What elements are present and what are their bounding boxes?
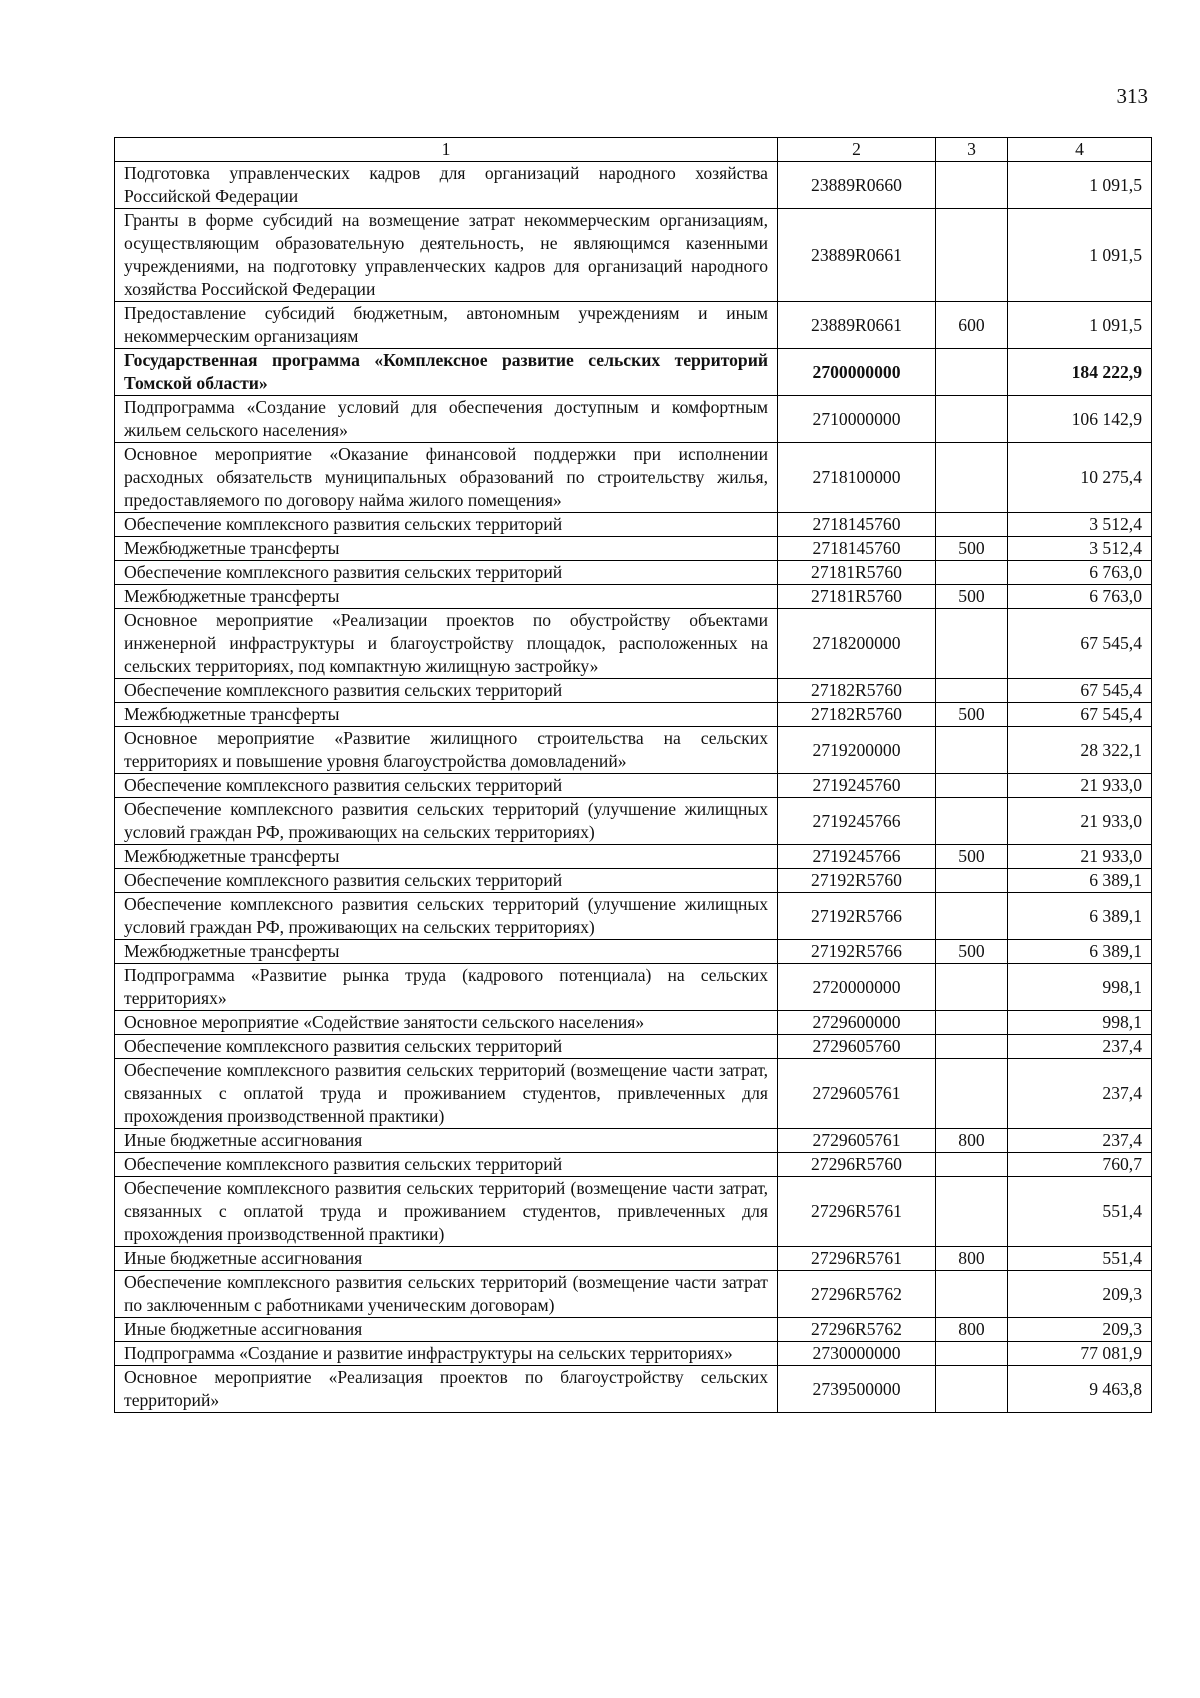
table-row (115, 443, 1152, 513)
table-row (115, 679, 1152, 703)
table-row (115, 1318, 1152, 1342)
row-type-cell (936, 561, 1008, 585)
table-row (115, 703, 1152, 727)
row-type-cell (936, 513, 1008, 537)
row-type-cell (936, 798, 1008, 845)
row-code-cell: 2718145760 (778, 513, 936, 537)
column-header-4: 4 (1008, 138, 1152, 162)
row-type-cell (936, 893, 1008, 940)
row-name-cell: Обеспечение комплексного развития сельских территорий (возмещение части затрат по заключенным с работниками ученическим договорам) (115, 1271, 778, 1318)
row-code-cell: 2729600000 (778, 1011, 936, 1035)
row-amount-cell: 1 091,5 (1008, 209, 1152, 302)
row-name-cell: Межбюджетные трансферты (115, 585, 778, 609)
row-type-cell: 500 (936, 845, 1008, 869)
row-amount-cell: 760,7 (1008, 1153, 1152, 1177)
row-code-cell: 2718200000 (778, 609, 936, 679)
row-amount-cell: 1 091,5 (1008, 302, 1152, 349)
row-amount-cell: 551,4 (1008, 1247, 1152, 1271)
row-code-cell: 27181R5760 (778, 561, 936, 585)
table-row (115, 1129, 1152, 1153)
row-type-cell (936, 162, 1008, 209)
table-row (115, 513, 1152, 537)
row-name-cell: Обеспечение комплексного развития сельских территорий (улучшение жилищных условий граждан РФ, проживающих на сельских территориях) (115, 798, 778, 845)
row-type-cell (936, 1011, 1008, 1035)
row-code-cell: 27181R5760 (778, 585, 936, 609)
row-name-cell: Обеспечение комплексного развития сельских территорий (115, 869, 778, 893)
row-amount-cell: 209,3 (1008, 1318, 1152, 1342)
row-amount-cell: 28 322,1 (1008, 727, 1152, 774)
row-amount-cell: 551,4 (1008, 1177, 1152, 1247)
row-amount-cell: 9 463,8 (1008, 1366, 1152, 1413)
row-code-cell: 2729605760 (778, 1035, 936, 1059)
row-type-cell (936, 1035, 1008, 1059)
row-type-cell (936, 1366, 1008, 1413)
row-type-cell (936, 964, 1008, 1011)
row-amount-cell: 209,3 (1008, 1271, 1152, 1318)
row-name-cell: Подготовка управленческих кадров для организаций народного хозяйства Российской Федерации (115, 162, 778, 209)
row-name-cell: Обеспечение комплексного развития сельских территорий (115, 774, 778, 798)
table-row (115, 1366, 1152, 1413)
table-row (115, 893, 1152, 940)
row-code-cell: 2719245760 (778, 774, 936, 798)
row-name-cell: Обеспечение комплексного развития сельских территорий (возмещение части затрат, связанных с оплатой труда и проживанием студентов, привлеченных для прохождения производственной практики) (115, 1177, 778, 1247)
table-row (115, 349, 1152, 396)
row-name-cell: Обеспечение комплексного развития сельских территорий (115, 561, 778, 585)
table-row (115, 1177, 1152, 1247)
row-code-cell: 27192R5766 (778, 940, 936, 964)
row-code-cell: 27296R5761 (778, 1247, 936, 1271)
row-type-cell (936, 1059, 1008, 1129)
row-code-cell: 2720000000 (778, 964, 936, 1011)
row-name-cell: Иные бюджетные ассигнования (115, 1129, 778, 1153)
row-code-cell: 27296R5761 (778, 1177, 936, 1247)
row-code-cell: 2719245766 (778, 845, 936, 869)
row-name-cell: Гранты в форме субсидий на возмещение затрат некоммерческим организациям, осуществляющим образовательную деятельность, не являющимся казенными учреждениями, на подготовку управленческих кадров для организаций народного хозяйства Российской Федерации (115, 209, 778, 302)
table-row (115, 1342, 1152, 1366)
table-row (115, 1153, 1152, 1177)
row-name-cell: Иные бюджетные ассигнования (115, 1247, 778, 1271)
row-type-cell (936, 1153, 1008, 1177)
table-row (115, 1035, 1152, 1059)
row-name-cell: Межбюджетные трансферты (115, 703, 778, 727)
table-row (115, 727, 1152, 774)
row-name-cell: Основное мероприятие «Реализации проектов по обустройству объектами инженерной инфраструктуры и благоустройству площадок, расположенных на сельских территориях, под компактную жилищную застройку» (115, 609, 778, 679)
row-type-cell (936, 396, 1008, 443)
row-type-cell: 600 (936, 302, 1008, 349)
row-type-cell (936, 774, 1008, 798)
row-type-cell: 800 (936, 1318, 1008, 1342)
row-code-cell: 27296R5760 (778, 1153, 936, 1177)
row-amount-cell: 67 545,4 (1008, 679, 1152, 703)
row-amount-cell: 106 142,9 (1008, 396, 1152, 443)
row-code-cell: 23889R0660 (778, 162, 936, 209)
column-header-2: 2 (778, 138, 936, 162)
row-amount-cell: 237,4 (1008, 1059, 1152, 1129)
row-amount-cell: 67 545,4 (1008, 703, 1152, 727)
budget-table-body (115, 138, 1152, 1413)
row-name-cell: Основное мероприятие «Содействие занятости сельского населения» (115, 1011, 778, 1035)
row-code-cell: 2729605761 (778, 1129, 936, 1153)
row-type-cell: 800 (936, 1129, 1008, 1153)
table-row (115, 798, 1152, 845)
row-name-cell: Подпрограмма «Создание и развитие инфраструктуры на сельских территориях» (115, 1342, 778, 1366)
row-name-cell: Обеспечение комплексного развития сельских территорий (115, 1153, 778, 1177)
row-type-cell (936, 1177, 1008, 1247)
row-amount-cell: 6 763,0 (1008, 585, 1152, 609)
row-code-cell: 23889R0661 (778, 209, 936, 302)
row-type-cell (936, 609, 1008, 679)
row-amount-cell: 6 389,1 (1008, 893, 1152, 940)
row-code-cell: 2710000000 (778, 396, 936, 443)
row-type-cell (936, 349, 1008, 396)
row-amount-cell: 6 389,1 (1008, 940, 1152, 964)
table-row (115, 585, 1152, 609)
row-amount-cell: 998,1 (1008, 964, 1152, 1011)
row-type-cell: 500 (936, 585, 1008, 609)
row-amount-cell: 21 933,0 (1008, 774, 1152, 798)
row-name-cell: Основное мероприятие «Развитие жилищного строительства на сельских территориях и повышение уровня благоустройства домовладений» (115, 727, 778, 774)
row-code-cell: 23889R0661 (778, 302, 936, 349)
row-code-cell: 27296R5762 (778, 1318, 936, 1342)
row-amount-cell: 237,4 (1008, 1035, 1152, 1059)
row-amount-cell: 21 933,0 (1008, 845, 1152, 869)
row-type-cell (936, 209, 1008, 302)
column-header-1: 1 (115, 138, 778, 162)
table-row (115, 1011, 1152, 1035)
row-amount-cell: 21 933,0 (1008, 798, 1152, 845)
row-code-cell: 27182R5760 (778, 703, 936, 727)
table-row (115, 537, 1152, 561)
table-row (115, 561, 1152, 585)
table-row (115, 940, 1152, 964)
column-header-3: 3 (936, 138, 1008, 162)
row-amount-cell: 3 512,4 (1008, 513, 1152, 537)
row-name-cell: Обеспечение комплексного развития сельских территорий (115, 513, 778, 537)
row-type-cell (936, 869, 1008, 893)
table-row (115, 845, 1152, 869)
row-code-cell: 2719200000 (778, 727, 936, 774)
row-name-cell: Межбюджетные трансферты (115, 845, 778, 869)
row-code-cell: 27296R5762 (778, 1271, 936, 1318)
budget-table (114, 137, 1152, 1413)
table-row (115, 964, 1152, 1011)
row-code-cell: 27192R5760 (778, 869, 936, 893)
row-type-cell: 800 (936, 1247, 1008, 1271)
table-row (115, 302, 1152, 349)
row-name-cell: Обеспечение комплексного развития сельских территорий (улучшение жилищных условий граждан РФ, проживающих на сельских территориях) (115, 893, 778, 940)
row-name-cell: Обеспечение комплексного развития сельских территорий (115, 1035, 778, 1059)
row-name-cell: Государственная программа «Комплексное развитие сельских территорий Томской области» (115, 349, 778, 396)
row-amount-cell: 77 081,9 (1008, 1342, 1152, 1366)
row-amount-cell: 67 545,4 (1008, 609, 1152, 679)
page-number: 313 (1116, 84, 1148, 108)
table-row (115, 209, 1152, 302)
row-name-cell: Межбюджетные трансферты (115, 940, 778, 964)
row-type-cell (936, 443, 1008, 513)
row-type-cell (936, 679, 1008, 703)
row-amount-cell: 237,4 (1008, 1129, 1152, 1153)
row-code-cell: 27182R5760 (778, 679, 936, 703)
row-name-cell: Основное мероприятие «Реализация проектов по благоустройству сельских территорий» (115, 1366, 778, 1413)
row-name-cell: Обеспечение комплексного развития сельских территорий (115, 679, 778, 703)
row-code-cell: 2730000000 (778, 1342, 936, 1366)
table-row (115, 1059, 1152, 1129)
row-amount-cell: 184 222,9 (1008, 349, 1152, 396)
table-row (115, 609, 1152, 679)
table-row (115, 1271, 1152, 1318)
row-amount-cell: 6 389,1 (1008, 869, 1152, 893)
row-name-cell: Подпрограмма «Создание условий для обеспечения доступным и комфортным жильем сельского населения» (115, 396, 778, 443)
row-name-cell: Предоставление субсидий бюджетным, автономным учреждениям и иным некоммерческим организациям (115, 302, 778, 349)
row-amount-cell: 6 763,0 (1008, 561, 1152, 585)
row-name-cell: Иные бюджетные ассигнования (115, 1318, 778, 1342)
table-row (115, 1247, 1152, 1271)
row-amount-cell: 1 091,5 (1008, 162, 1152, 209)
row-type-cell (936, 727, 1008, 774)
table-row (115, 869, 1152, 893)
row-code-cell: 2739500000 (778, 1366, 936, 1413)
row-code-cell: 2700000000 (778, 349, 936, 396)
row-code-cell: 27192R5766 (778, 893, 936, 940)
row-type-cell: 500 (936, 940, 1008, 964)
row-name-cell: Подпрограмма «Развитие рынка труда (кадрового потенциала) на сельских территориях» (115, 964, 778, 1011)
table-row (115, 162, 1152, 209)
row-code-cell: 2718100000 (778, 443, 936, 513)
row-code-cell: 2719245766 (778, 798, 936, 845)
row-name-cell: Межбюджетные трансферты (115, 537, 778, 561)
row-name-cell: Основное мероприятие «Оказание финансовой поддержки при исполнении расходных обязательств муниципальных образований по строительству жилья, предоставляемого по договору найма жилого помещения» (115, 443, 778, 513)
table-row (115, 774, 1152, 798)
row-type-cell: 500 (936, 537, 1008, 561)
row-type-cell: 500 (936, 703, 1008, 727)
table-row (115, 396, 1152, 443)
row-type-cell (936, 1271, 1008, 1318)
row-amount-cell: 10 275,4 (1008, 443, 1152, 513)
row-amount-cell: 3 512,4 (1008, 537, 1152, 561)
row-code-cell: 2718145760 (778, 537, 936, 561)
row-type-cell (936, 1342, 1008, 1366)
row-name-cell: Обеспечение комплексного развития сельских территорий (возмещение части затрат, связанных с оплатой труда и проживанием студентов, привлеченных для прохождения производственной практики) (115, 1059, 778, 1129)
table-header-row (115, 138, 1152, 162)
row-code-cell: 2729605761 (778, 1059, 936, 1129)
row-amount-cell: 998,1 (1008, 1011, 1152, 1035)
